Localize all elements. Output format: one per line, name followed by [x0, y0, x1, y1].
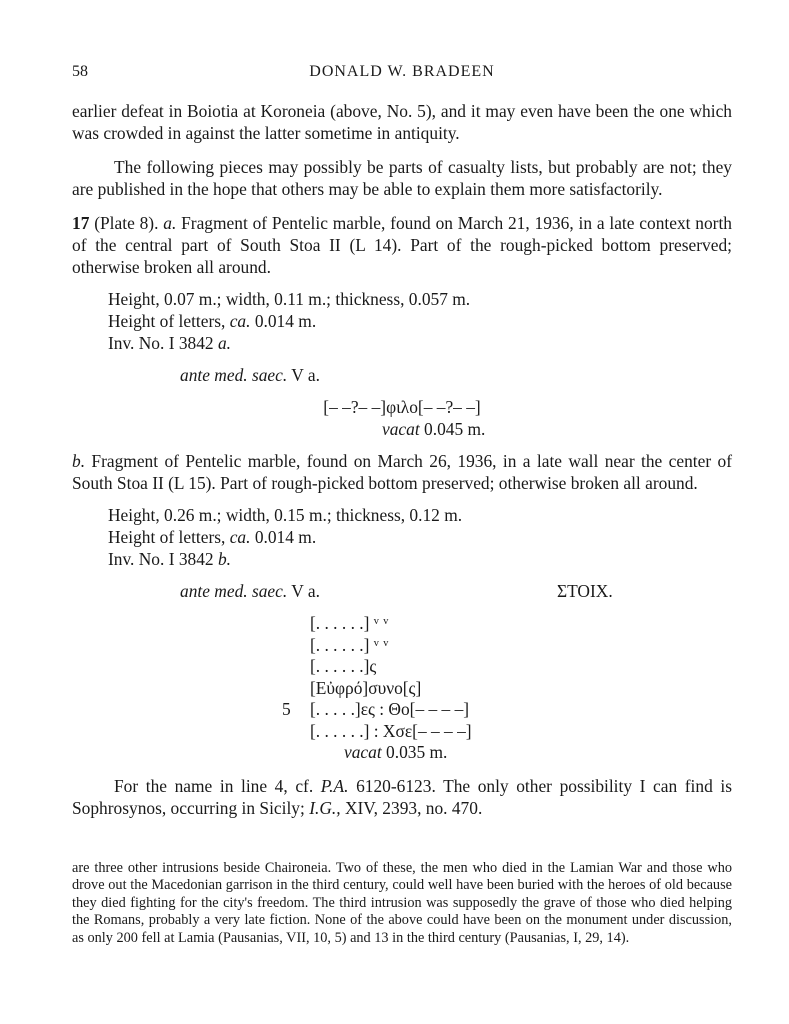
entry-17-a-description: 17 (Plate 8). a. Fragment of Pentelic marble, found on March 21, 1936, in a late context north of the central part of South Stoa II (L 14). Part of the rough-picked bottom preserved; otherwise broken all around.: [72, 213, 733, 277]
stoichedon-label: ΣΤΟΙΧ.: [557, 581, 613, 601]
fragment-b-date: ante med. saec. V a.: [180, 581, 320, 601]
page-number: 58: [72, 63, 88, 80]
fragment-b-letter-height: Height of letters, ca. 0.014 m.: [108, 527, 317, 547]
fragment-b-label: b.: [72, 451, 86, 471]
fragment-a-vacat: vacat 0.045 m.: [382, 419, 486, 439]
fragment-b-inscription: [282, 612, 732, 741]
fragment-b-inventory: Inv. No. I 3842 b.: [108, 549, 232, 569]
closing-paragraph: For the name in line 4, cf. P.A. 6120-6123. The only other possibility I can find is Sophrosynos, occurring in Sicily; I.G., XIV, 2393, no. 470.: [72, 776, 732, 818]
fragment-b-description: b. Fragment of Pentelic marble, found on March 26, 1936, in a late wall near the center of South Stoa II (L 15). Part of rough-picked bottom preserved; otherwise broken all around.: [72, 451, 732, 493]
inscription-line: [. . . . . .]ς: [310, 656, 377, 676]
line-number: 5: [282, 699, 291, 719]
fragment-b-measurements: [108, 504, 732, 570]
inscription-line: [. . . . . .] ᵛ ᵛ: [310, 613, 389, 633]
entry-number: 17: [72, 213, 90, 233]
inscription-line: [. . . . . .] ᵛ ᵛ: [310, 634, 389, 655]
fragment-b-vacat: vacat 0.035 m.: [344, 742, 448, 762]
fragment-a-dimensions: Height, 0.07 m.; width, 0.11 m.; thickness, 0.057 m.: [108, 289, 471, 309]
inscription-line: 5 [. . . . .]ες : Θο[– – – –]: [282, 699, 470, 719]
running-title: DONALD W. BRADEEN: [309, 63, 495, 80]
fragment-b-dimensions: Height, 0.26 m.; width, 0.15 m.; thickness, 0.12 m.: [108, 505, 463, 525]
intro-paragraph-2: The following pieces may possibly be parts of casualty lists, but probably are not; they are published in the hope that others may be able to explain them more satisfactorily.: [72, 157, 732, 199]
fragment-a-label: a.: [163, 213, 177, 233]
body-text: [72, 100, 732, 819]
fragment-a-inventory: Inv. No. I 3842 a.: [108, 333, 232, 353]
fragment-b-date-row: [72, 580, 732, 602]
page-header: [72, 63, 732, 85]
fragment-a-text-line: [– –?– –]φιλο[– –?– –]: [323, 397, 481, 417]
fragment-a-date: ante med. saec. V a.: [180, 365, 320, 385]
fragment-a-measurements: [108, 288, 732, 354]
inscription-line: [Εὐφρό]συνο[ς]: [310, 677, 422, 698]
fragment-a-letter-height: Height of letters, ca. 0.014 m.: [108, 311, 317, 331]
footnote: are three other intrusions beside Chaironeia. Two of these, the men who died in the Lamian War and those who drove out the Macedonian garrison in the third century, could well have been buried with the heroes of old because they died fighting for the city's freedom. The third intrusion was supposedly the grave of those who died helping the Romans, probably a very late fiction. None of the above could have been on the monument under discussion, as only 200 fell at Lamia (Pausanias, VII, 10, 5) and 13 in the third century (Pausanias, I, 29, 14).: [72, 860, 732, 946]
inscription-line: [. . . . . .] : Χσε[– – – –]: [310, 720, 472, 741]
intro-paragraph-1: earlier defeat in Boiotia at Koroneia (above, No. 5), and it may even have been the one which was crowded in against the latter sometime in antiquity.: [72, 101, 732, 143]
